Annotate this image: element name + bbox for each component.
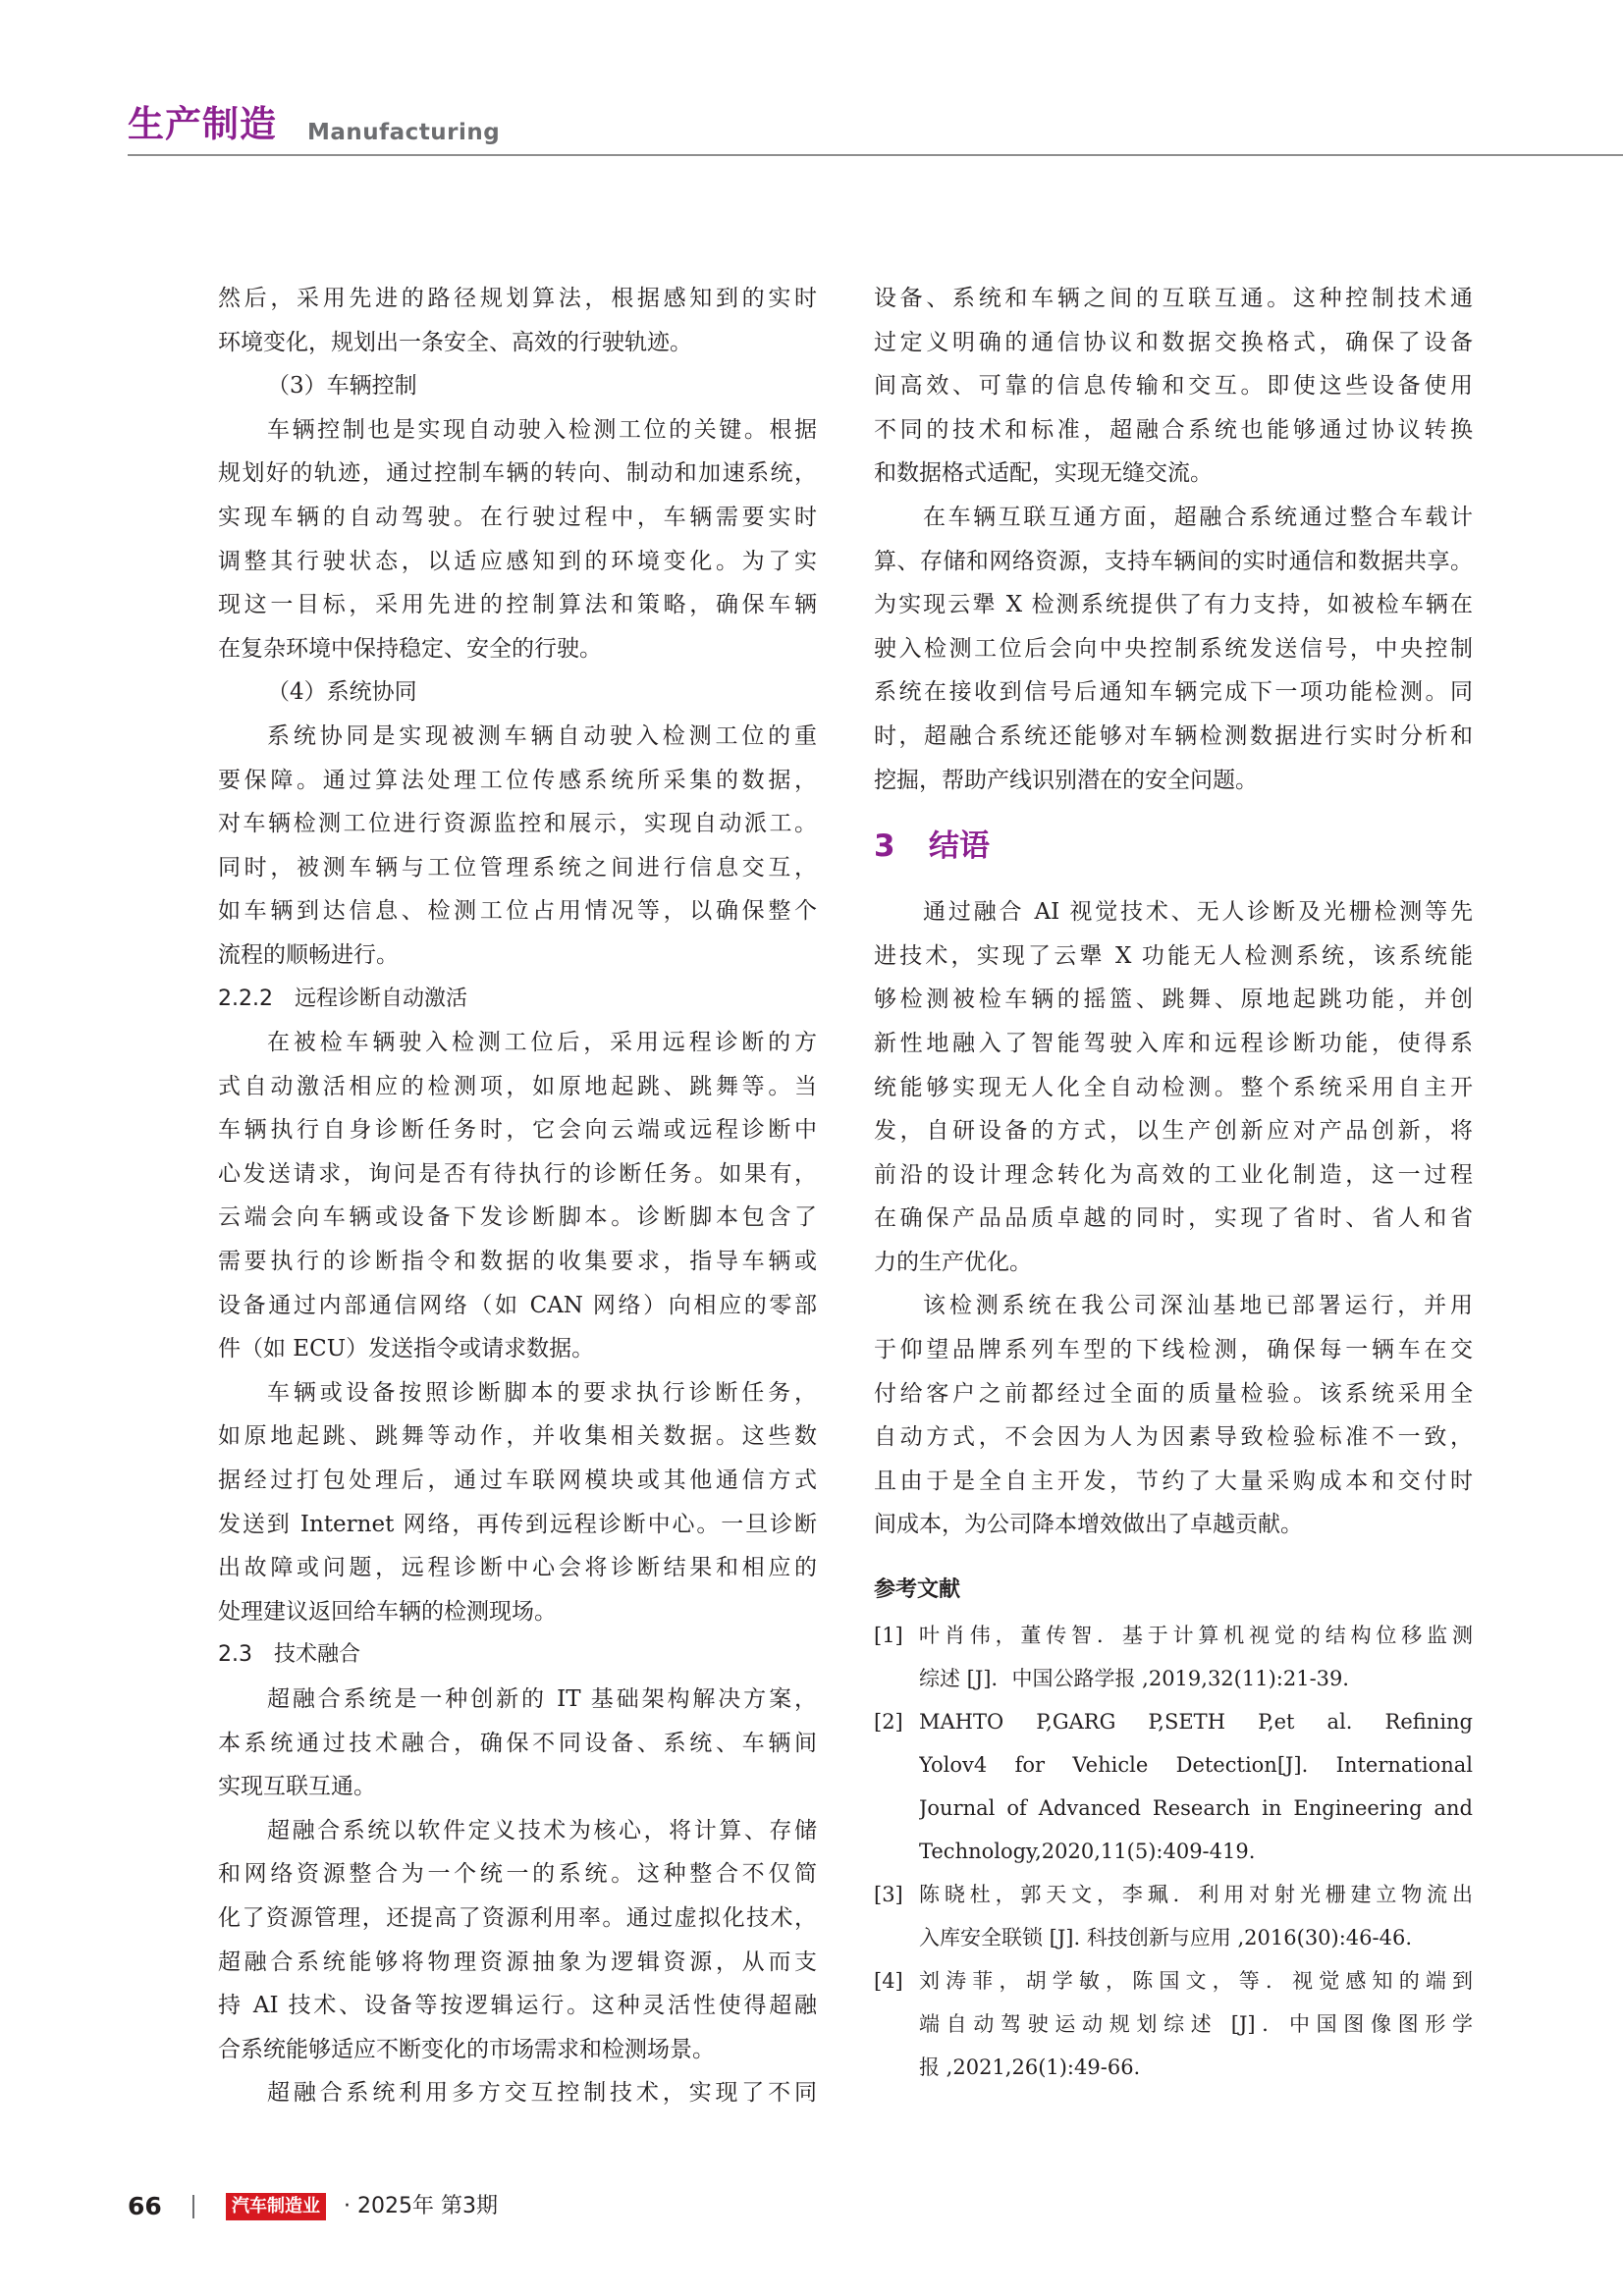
- reference-text: 叶肖伟，董传智．基于计算机视觉的结构位移监测: [919, 1624, 1473, 1648]
- journal-logo: 汽车制造业: [226, 2193, 326, 2220]
- reference-number: [3]: [874, 1883, 903, 1907]
- text-line: 系统协同是实现被测车辆自动驶入检测工位的重: [267, 722, 817, 749]
- text-line: 该检测系统在我公司深汕基地已部署运行，并用: [923, 1293, 1473, 1319]
- section-heading: [874, 802, 1473, 890]
- text-line: 够检测被检车辆的摇篮、跳舞、原地起跳功能，并创: [874, 987, 1473, 1013]
- reference-text: 报 ,2021,26(1):49-66.: [919, 2056, 1141, 2080]
- reference-text: Technology,2020,11(5):409-419.: [919, 1840, 1256, 1864]
- header-rule: [128, 154, 1623, 156]
- text-line: 系统在接收到信号后通知车辆完成下一项功能检测。同: [874, 679, 1473, 706]
- text-line: 和数据格式适配，实现无缝交流。: [874, 460, 1213, 487]
- reference-text: Yolov4 for Vehicle Detection[J]. International: [919, 1753, 1473, 1778]
- text-line: 于仰望品牌系列车型的下线检测，确保每一辆车在交: [874, 1337, 1473, 1363]
- text-line: 在复杂环境中保持稳定、安全的行驶。: [218, 635, 602, 662]
- text-line: 如原地起跳、跳舞等动作，并收集相关数据。这些数: [218, 1423, 817, 1450]
- page-footer: [128, 2189, 717, 2228]
- text-line: 算、存储和网络资源，支持车辆间的实时通信和数据共享。: [874, 548, 1473, 574]
- text-line: 新性地融入了智能驾驶入库和远程诊断功能，使得系: [874, 1030, 1473, 1056]
- text-line: 云端会向车辆或设备下发诊断脚本。诊断脚本包含了: [218, 1204, 817, 1231]
- text-line: 和网络资源整合为一个统一的系统。这种整合不仅简: [218, 1861, 817, 1888]
- reference-text: 入库安全联锁 [J]. 科技创新与应用 ,2016(30):46-46.: [919, 1926, 1413, 1950]
- text-line: 超融合系统以软件定义技术为核心，将计算、存储: [267, 1817, 817, 1843]
- text-line: 处理建议返回给车辆的检测现场。: [218, 1598, 557, 1625]
- text-line: 本系统通过技术融合，确保不同设备、系统、车辆间: [218, 1730, 817, 1756]
- references-list: [874, 1614, 1473, 2089]
- text-line: 驶入检测工位后会向中央控制系统发送信号，中央控制: [874, 635, 1473, 662]
- reference-text: 陈晓杜，郭天文，李珮．利用对射光栅建立物流出: [919, 1883, 1473, 1907]
- section-heading-text: 结语: [929, 828, 990, 865]
- text-line: 据经过打包处理后，通过车联网模块或其他通信方式: [218, 1468, 817, 1494]
- text-line: 调整其行驶状态，以适应感知到的环境变化。为了实: [218, 548, 817, 574]
- subsection-heading: 2.3 技术融合: [218, 1642, 360, 1668]
- subsection-heading: 2.2.2 远程诊断自动激活: [218, 986, 467, 1011]
- reference-item: [874, 1700, 1473, 1873]
- text-line: 流程的顺畅进行。: [218, 941, 399, 968]
- text-line: 自动方式，不会因为人为因素导致检验标准不一致，: [874, 1424, 1473, 1451]
- text-line: 发，自研设备的方式，以生产创新应对产品创新，将: [874, 1118, 1473, 1145]
- item-heading: （4）系统协同: [267, 679, 417, 706]
- reference-item: [874, 1873, 1473, 1959]
- text-line: 过定义明确的通信协议和数据交换格式，确保了设备: [874, 329, 1473, 355]
- section-number: 3: [874, 828, 895, 865]
- reference-text: Journal of Advanced Research in Engineering and: [919, 1796, 1473, 1821]
- text-line: 统能够实现无人化全自动检测。整个系统采用自主开: [874, 1074, 1473, 1100]
- item-heading: （3）车辆控制: [267, 373, 417, 400]
- right-column: [874, 277, 1473, 2089]
- reference-text: MAHTO P,GARG P,SETH P,et al. Refining: [919, 1710, 1473, 1735]
- text-line: 且由于是全自主开发，节约了大量采购成本和交付时: [874, 1468, 1473, 1494]
- text-line: 环境变化，规划出一条安全、高效的行驶轨迹。: [218, 329, 692, 355]
- text-line: 合系统能够适应不断变化的市场需求和检测场景。: [218, 2036, 715, 2062]
- text-line: 对车辆检测工位进行资源监控和展示，实现自动派工。: [218, 811, 817, 837]
- text-line: 车辆执行自身诊断任务时，它会向云端或远程诊断中: [218, 1117, 817, 1144]
- text-line: 设备通过内部通信网络（如 CAN 网络）向相应的零部: [218, 1292, 817, 1318]
- text-line: 挖掘，帮助产线识别潜在的安全问题。: [874, 767, 1258, 793]
- reference-text: 端自动驾驶运动规划综述 [J]．中国图像图形学: [919, 2012, 1473, 2037]
- page-number: 66: [128, 2192, 162, 2220]
- text-line: 前沿的设计理念转化为高效的工业化制造，这一过程: [874, 1161, 1473, 1188]
- footer-divider: [192, 2195, 194, 2218]
- section-title-cn: 生产制造: [128, 103, 277, 145]
- reference-number: [2]: [874, 1710, 903, 1735]
- text-line: 不同的技术和标准，超融合系统也能够通过协议转换: [874, 416, 1473, 443]
- text-line: 间成本，为公司降本增效做出了卓越贡献。: [874, 1512, 1303, 1538]
- text-line: 同时，被测车辆与工位管理系统之间进行信息交互，: [218, 854, 817, 881]
- text-line: 持 AI 技术、设备等按逻辑运行。这种灵活性使得超融: [218, 1993, 817, 2019]
- issue-info: · 2025年 第3期: [344, 2194, 498, 2218]
- text-line: 超融合系统利用多方交互控制技术，实现了不同: [267, 2080, 817, 2107]
- text-line: 如车辆到达信息、检测工位占用情况等，以确保整个: [218, 898, 817, 925]
- reference-text: 综述 [J]．中国公路学报 ,2019,32(11):21-39．: [919, 1667, 1364, 1691]
- text-line: 设备、系统和车辆之间的互联互通。这种控制技术通: [874, 286, 1473, 311]
- text-line: 时，超融合系统还能够对车辆检测数据进行实时分析和: [874, 722, 1473, 749]
- text-line: 通过融合 AI 视觉技术、无人诊断及光栅检测等先: [923, 899, 1473, 926]
- text-line: 需要执行的诊断指令和数据的收集要求，指导车辆或: [218, 1249, 817, 1275]
- text-line: 为实现云犟 X 检测系统提供了有力支持，如被检车辆在: [874, 592, 1473, 618]
- text-line: 在确保产品品质卓越的同时，实现了省时、省人和省: [874, 1205, 1473, 1232]
- text-line: 力的生产优化。: [874, 1249, 1032, 1275]
- text-line: 要保障。通过算法处理工位传感系统所采集的数据，: [218, 767, 817, 793]
- text-line: 现这一目标，采用先进的控制算法和策略，确保车辆: [218, 592, 817, 618]
- text-line: 超融合系统是一种创新的 IT 基础架构解决方案，: [267, 1686, 817, 1712]
- reference-text: 刘涛菲，胡学敏，陈国文，等．视觉感知的端到: [919, 1969, 1473, 1994]
- reference-item: [874, 1614, 1473, 1700]
- reference-number: [1]: [874, 1624, 903, 1648]
- text-line: 在被检车辆驶入检测工位后，采用远程诊断的方: [267, 1030, 817, 1056]
- text-line: 间高效、可靠的信息传输和交互。即使这些设备使用: [874, 373, 1473, 400]
- text-line: 车辆或设备按照诊断脚本的要求执行诊断任务，: [267, 1379, 817, 1406]
- reference-item: [874, 1959, 1473, 2089]
- section-title-en: Manufacturing: [307, 120, 501, 145]
- text-line: 规划好的轨迹，通过控制车辆的转向、制动和加速系统，: [218, 460, 817, 487]
- text-line: 化了资源管理，还提高了资源利用率。通过虚拟化技术，: [218, 1904, 817, 1931]
- text-line: 付给客户之前都经过全面的质量检验。该系统采用全: [874, 1380, 1473, 1407]
- text-line: 件（如 ECU）发送指令或请求数据。: [218, 1336, 595, 1362]
- text-line: 心发送请求，询问是否有待执行的诊断任务。如果有，: [218, 1160, 817, 1187]
- text-line: 超融合系统能够将物理资源抽象为逻辑资源，从而支: [218, 1949, 817, 1975]
- text-line: 进技术，实现了云犟 X 功能无人检测系统，该系统能: [874, 942, 1473, 969]
- page-header: [128, 101, 1623, 160]
- text-line: 发送到 Internet 网络，再传到远程诊断中心。一旦诊断: [218, 1511, 817, 1537]
- left-column: [218, 277, 817, 2115]
- reference-number: [4]: [874, 1969, 903, 1994]
- text-line: 式自动激活相应的检测项，如原地起跳、跳舞等。当: [218, 1073, 817, 1099]
- references-heading: 参考文献: [874, 1577, 961, 1603]
- text-line: 然后，采用先进的路径规划算法，根据感知到的实时: [218, 286, 817, 311]
- conclusion-text: [874, 890, 1473, 1547]
- text-line: 车辆控制也是实现自动驶入检测工位的关键。根据: [267, 416, 817, 443]
- text-line: 实现互联互通。: [218, 1774, 376, 1800]
- right-column-top-text: [874, 277, 1473, 802]
- text-line: 在车辆互联互通方面，超融合系统通过整合车载计: [923, 504, 1473, 530]
- text-line: 出故障或问题，远程诊断中心会将诊断结果和相应的: [218, 1555, 817, 1581]
- text-line: 实现车辆的自动驾驶。在行驶过程中，车辆需要实时: [218, 504, 817, 530]
